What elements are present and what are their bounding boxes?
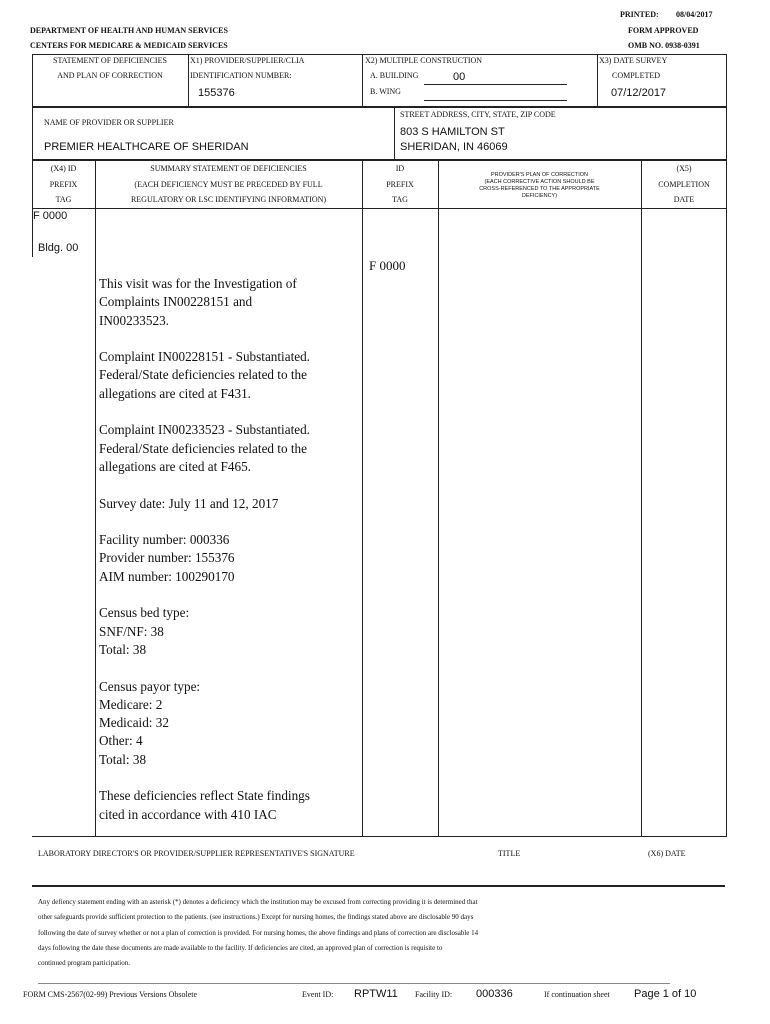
printed-label: PRINTED: <box>620 10 659 19</box>
building-value: 00 <box>453 71 466 83</box>
tag-left: F 0000 <box>33 210 68 222</box>
plan-header-3: CROSS-REFERENCED TO THE APPROPRIATE <box>479 186 600 192</box>
summary-header-2: (EACH DEFICIENCY MUST BE PRECEDED BY FULL <box>134 180 323 189</box>
event-id-label: Event ID: <box>302 990 334 999</box>
paragraph-state-findings: These deficiencies reflect State findings cited in accordance with 410 IAC <box>99 788 310 822</box>
title-label: TITLE <box>498 849 521 858</box>
x5-header-2: COMPLETION <box>658 180 710 189</box>
x5-header-3: DATE <box>673 195 695 204</box>
disclaimer-line-2: other safeguards provide sufficient protection to the patients. (see instructions.) Except for nursing homes, the findings stated above are disclosable 90 days <box>38 913 474 922</box>
summary-header-1: SUMMARY STATEMENT OF DEFICIENCIES <box>150 164 307 173</box>
summary-header-3: REGULATORY OR LSC IDENTIFYING INFORMATION) <box>130 195 327 204</box>
x4-header-3: TAG <box>55 195 72 204</box>
date-label: (X6) DATE <box>648 849 686 858</box>
x1-label: X1) PROVIDER/SUPPLIER/CLIA <box>190 56 305 65</box>
address-line-1: 803 S HAMILTON ST <box>400 126 505 138</box>
building-tag: Bldg. 00 <box>38 242 79 254</box>
plan-header-1: PROVIDER'S PLAN OF CORRECTION <box>490 172 588 178</box>
provider-name-label: NAME OF PROVIDER OR SUPPLIER <box>44 118 174 127</box>
disclaimer-line-5: continued program participation. <box>38 959 130 968</box>
event-id: RPTW11 <box>354 988 398 1000</box>
department-title: DEPARTMENT OF HEALTH AND HUMAN SERVICES <box>30 26 228 35</box>
x3-label: X3) DATE SURVEY <box>599 56 668 65</box>
id-header-3: TAG <box>392 195 408 204</box>
provider-number: 155376 <box>198 87 235 99</box>
paragraph-complaint-2: Complaint IN00233523 - Substantiated. Federal/State deficiencies related to the allegations are cited at F465. <box>99 422 310 474</box>
building-label: A. BUILDING <box>370 71 419 80</box>
provider-name: PREMIER HEALTHCARE OF SHERIDAN <box>44 141 249 153</box>
disclaimer-line-4: days following the date these documents are made available to the facility. If deficiencies are cited, an approved plan of correction is requisite to <box>38 943 443 952</box>
omb-number: OMB NO. 0938-0391 <box>628 41 700 50</box>
paragraph-census-payor: Census payor type: Medicare: 2 Medicaid: 32 Other: 4 Total: 38 <box>99 678 201 767</box>
paragraph-survey-date: Survey date: July 11 and 12, 2017 <box>99 495 279 511</box>
address-line-2: SHERIDAN, IN 46069 <box>400 141 508 153</box>
printed-date: 08/04/2017 <box>676 10 713 19</box>
x3-label-2: COMPLETED <box>612 71 660 80</box>
facility-id-label: Facility ID: <box>415 990 453 999</box>
deficiency-summary <box>99 275 361 842</box>
plan-header-4: DEFICIENCY) <box>521 193 558 199</box>
disclaimer <box>38 895 718 971</box>
x5-header-1: (X5) <box>676 164 692 173</box>
x1-label-2: IDENTIFICATION NUMBER: <box>190 71 292 80</box>
signature-label: LABORATORY DIRECTOR'S OR PROVIDER/SUPPLIER REPRESENTATIVE'S SIGNATURE <box>38 849 355 858</box>
form-approved: FORM APPROVED <box>628 26 699 35</box>
centers-title: CENTERS FOR MEDICARE & MEDICAID SERVICES <box>30 41 228 50</box>
disclaimer-line-1: Any defiency statement ending with an asterisk (*) denotes a deficiency which the institution may be excused from correcting providing it is determined that <box>38 898 478 906</box>
paragraph-complaint-1: Complaint IN00228151 - Substantiated. Federal/State deficiencies related to the allegations are cited at F431. <box>99 349 310 401</box>
paragraph-visit: This visit was for the Investigation of Complaints IN00228151 and IN00233523. <box>99 276 297 328</box>
wing-label: B. WING <box>370 87 401 96</box>
form-number: FORM CMS-2567(02-99) Previous Versions Obsolete <box>23 990 198 999</box>
survey-date: 07/12/2017 <box>611 87 667 99</box>
paragraph-census-bed: Census bed type: SNF/NF: 38 Total: 38 <box>99 605 190 657</box>
x4-header-2: PREFIX <box>49 180 78 189</box>
x2-label: X2) MULTIPLE CONSTRUCTION <box>365 56 483 65</box>
paragraph-facility-numbers: Facility number: 000336 Provider number: 155376 AIM number: 100290170 <box>99 532 235 584</box>
continuation-label: If continuation sheet <box>544 990 610 999</box>
tag-right: F 0000 <box>369 258 406 273</box>
facility-id: 000336 <box>476 988 513 1000</box>
id-header-2: PREFIX <box>386 180 414 189</box>
plan-header-2: (EACH CORRECTIVE ACTION SHOULD BE <box>484 179 595 185</box>
statement-label-1: STATEMENT OF DEFICIENCIES <box>53 56 167 65</box>
x4-header-1: (X4) ID <box>50 164 77 173</box>
statement-label-2: AND PLAN OF CORRECTION <box>57 71 163 80</box>
disclaimer-line-3: following the date of survey whether or not a plan of correction is provided. For nursing homes, the above findings and plans of correction are disclosable 14 <box>38 928 479 937</box>
id-header-1: ID <box>395 164 405 173</box>
page-number: Page 1 of 10 <box>634 988 697 1000</box>
address-label: STREET ADDRESS, CITY, STATE, ZIP CODE <box>400 110 556 119</box>
